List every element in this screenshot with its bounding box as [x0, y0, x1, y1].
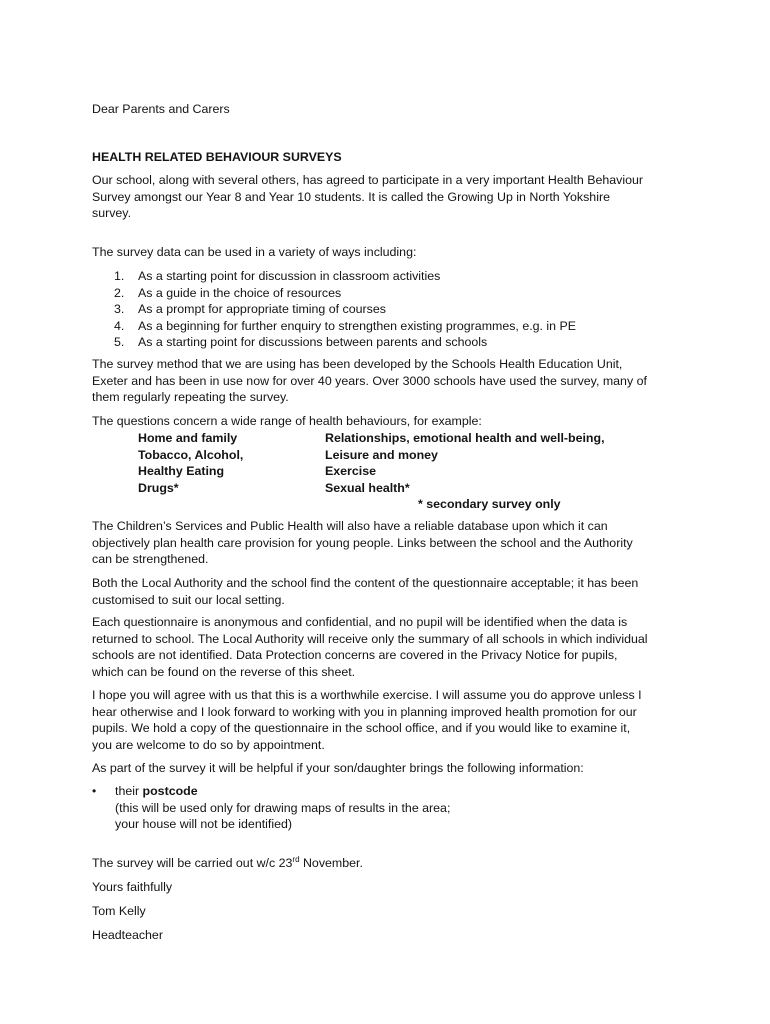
topic-right: Exercise: [325, 464, 376, 479]
database-paragraph: The Children’s Services and Public Health will also have a reliable database upon which it can objectively plan health care provision for young people. Links between the school and the Authority can be strengthened.: [92, 519, 633, 567]
list-item: [114, 301, 634, 318]
topic-right: Sexual health*: [325, 480, 410, 495]
list-text: As a starting point for discussions between parents and schools: [138, 335, 488, 350]
list-item: [114, 334, 634, 351]
topics-footnote: * secondary survey only: [418, 497, 561, 511]
topics-row: [138, 463, 618, 480]
topic-right: Relationships, emotional health and well-being,: [325, 431, 605, 445]
bullet-line-2: (this will be used only for drawing maps of results in the area;: [115, 800, 451, 815]
bullet-text: [115, 783, 575, 833]
topics-row: [138, 480, 618, 497]
topic-right: Leisure and money: [325, 447, 438, 462]
carried-out-before: The survey will be carried out w/c 23: [92, 856, 293, 870]
topic-left: Home and family: [138, 431, 238, 445]
topics-row: [138, 447, 618, 464]
list-number: 3.: [114, 302, 125, 317]
carried-out-after: November.: [299, 856, 363, 870]
list-item: [114, 285, 634, 302]
carried-out-line: [92, 855, 652, 872]
topic-left: Tobacco, Alcohol,: [138, 447, 244, 462]
salutation: Dear Parents and Carers: [92, 102, 230, 116]
bullet-line-3: your house will not be identified): [115, 817, 293, 832]
anonymous-paragraph: Each questionnaire is anonymous and confidential, and no pupil will be identified when the data is returned to school. The Local Authority will receive only the summary of all schools in which individual schools are not identified. Data Protection concerns are covered in the Privacy Notice for pupils, which can be found on the reverse of this sheet.: [92, 615, 648, 679]
agree-paragraph: I hope you will agree with us that this is a worthwhile exercise. I will assume you do approve unless I hear otherwise and I look forward to working with you in planning improved health promotion for our pupils. We hold a copy of the questionnaire in the school office, and if you would like to examine it, you are welcome to do so by appointment.: [92, 688, 642, 752]
list-text: As a prompt for appropriate timing of courses: [138, 302, 386, 317]
topics-row: [138, 430, 618, 447]
postcode-keyword: postcode: [142, 784, 198, 798]
signature-role: Headteacher: [92, 928, 163, 942]
uses-list: [114, 268, 634, 351]
list-number: 4.: [114, 318, 125, 333]
closing: Yours faithfully: [92, 880, 173, 894]
signature-name: Tom Kelly: [92, 904, 146, 918]
info-intro: As part of the survey it will be helpful if your son/daughter brings the following information:: [92, 761, 584, 775]
intro-paragraph: Our school, along with several others, has agreed to participate in a very important Health Behaviour Survey amongst our Year 8 and Year 10 students. It is called the Growing Up in North Yokshire survey.: [92, 173, 643, 221]
list-item: [114, 318, 634, 335]
method-paragraph: The survey method that we are using has been developed by the Schools Health Education Unit, Exeter and has been in use now for over 40 years. Over 3000 schools have used the survey, many of them regularly repeating the survey.: [92, 357, 647, 405]
bullet-prefix: their: [115, 784, 143, 798]
topic-left: Drugs*: [138, 480, 179, 495]
topic-left: Healthy Eating: [138, 464, 225, 479]
list-number: 2.: [114, 285, 125, 300]
uses-intro: The survey data can be used in a variety of ways including:: [92, 245, 417, 259]
list-text: As a beginning for further enquiry to strengthen existing programmes, e.g. in PE: [138, 318, 577, 333]
questions-intro: The questions concern a wide range of health behaviours, for example:: [92, 414, 482, 428]
letter-heading: HEALTH RELATED BEHAVIOUR SURVEYS: [92, 150, 342, 164]
acceptable-paragraph: Both the Local Authority and the school find the content of the questionnaire acceptable; it has been customised to suit our local setting.: [92, 576, 639, 607]
topics-table: [138, 430, 618, 511]
list-number: 1.: [114, 269, 125, 283]
bullet-symbol: •: [92, 784, 97, 798]
list-text: As a starting point for discussion in classroom activities: [138, 269, 441, 283]
list-item: [114, 268, 634, 285]
list-text: As a guide in the choice of resources: [138, 285, 342, 300]
ordinal-suffix: rd: [292, 854, 300, 864]
list-number: 5.: [114, 335, 125, 350]
